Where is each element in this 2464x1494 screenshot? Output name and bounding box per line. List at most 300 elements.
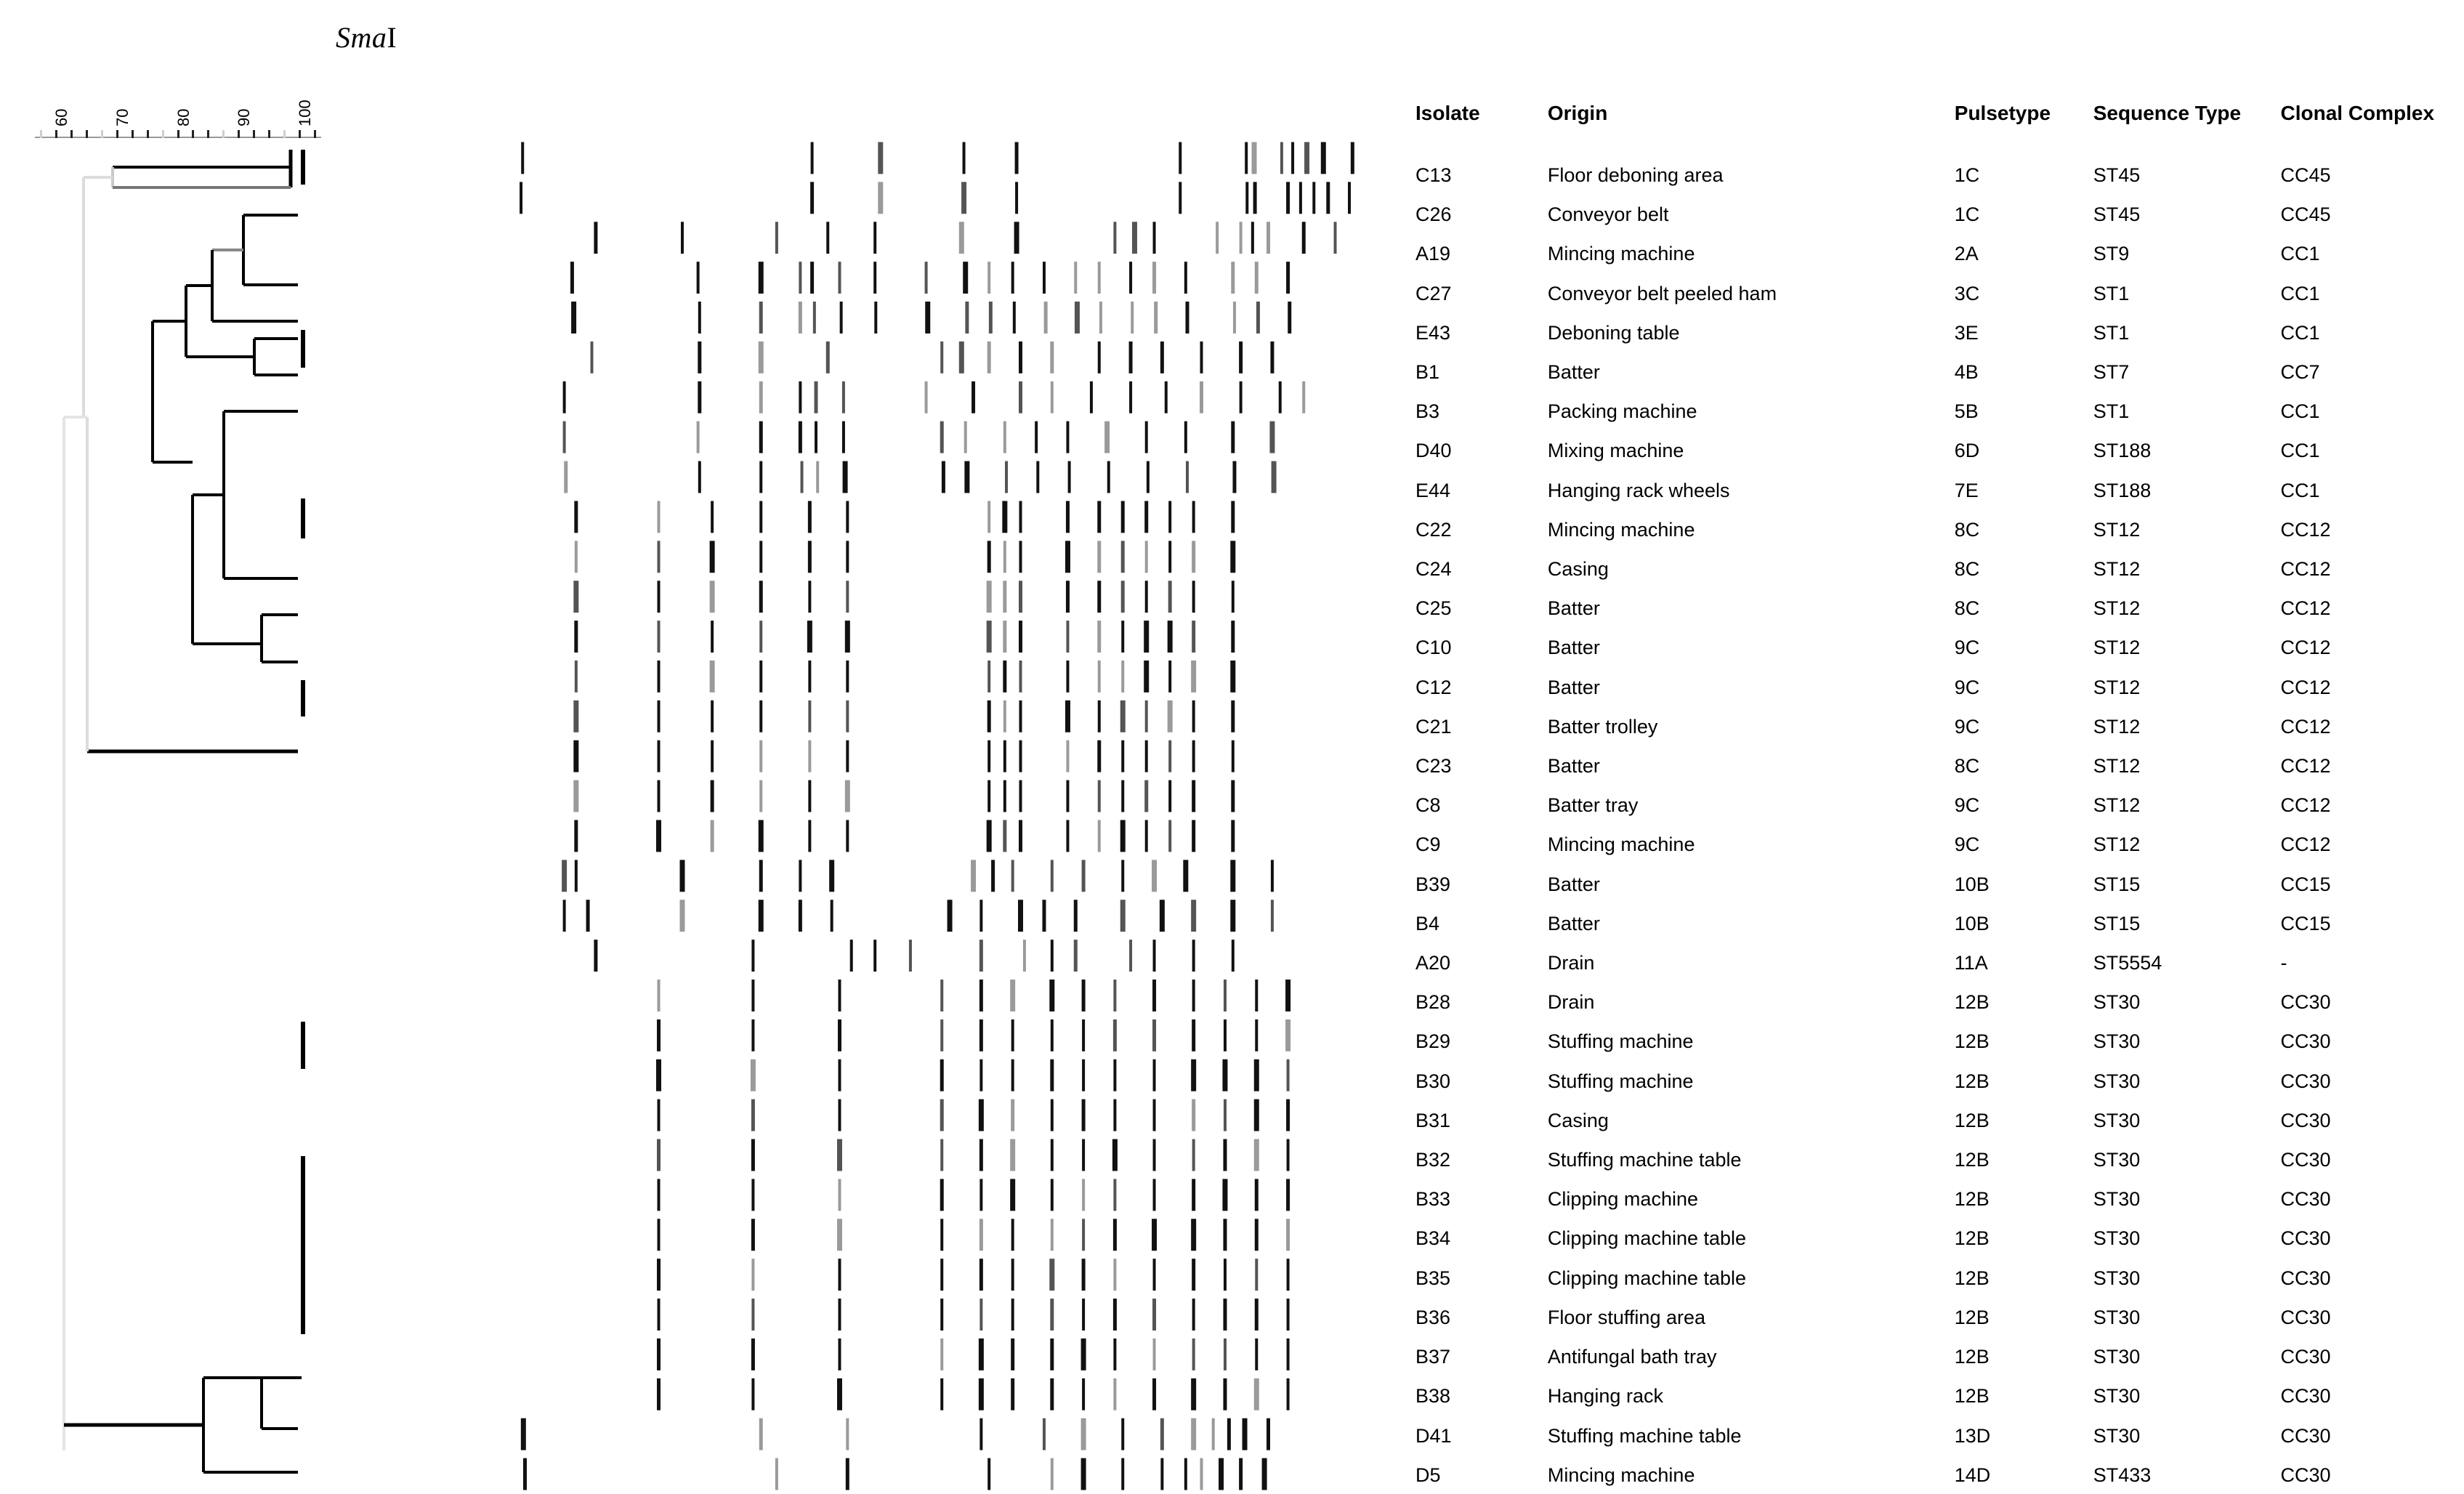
gel-band <box>759 581 763 613</box>
gel-band <box>1285 1019 1290 1051</box>
gel-band <box>1066 501 1070 533</box>
gel-band <box>1321 142 1326 174</box>
gel-band <box>1255 262 1259 294</box>
cell-isolate: C23 <box>1415 755 1452 778</box>
axis-tick <box>147 130 149 138</box>
gel-band <box>846 820 849 852</box>
table-header-row <box>1415 102 2462 156</box>
gel-band <box>829 860 834 892</box>
cell-isolate: C26 <box>1415 203 1452 226</box>
cell-isolate: B33 <box>1415 1188 1451 1211</box>
gel-band <box>564 461 567 493</box>
table-row <box>1415 1298 2462 1337</box>
cell-clonal-complex: CC12 <box>2280 597 2331 620</box>
gel-band <box>1192 501 1195 533</box>
cell-origin: Stuffing machine table <box>1547 1149 1742 1171</box>
cell-clonal-complex: CC30 <box>2280 1109 2331 1131</box>
cell-isolate: C8 <box>1415 794 1441 817</box>
gel-band <box>1255 1259 1258 1291</box>
gel-band <box>562 860 567 892</box>
gel-band <box>759 621 762 653</box>
dendrogram <box>44 142 334 1494</box>
cell-origin: Clipping machine table <box>1547 1267 1747 1289</box>
cell-sequence-type: ST15 <box>2093 912 2141 934</box>
gel-band <box>1153 1179 1156 1211</box>
gel-band <box>842 421 845 453</box>
gel-band <box>1023 940 1026 972</box>
cell-origin: Stuffing machine <box>1547 1070 1694 1092</box>
gel-band <box>1255 1019 1258 1051</box>
axis-tick-label-60: 60 <box>52 108 70 126</box>
gel-band <box>1113 1378 1116 1410</box>
gel-band <box>801 461 804 493</box>
gel-band <box>808 780 811 812</box>
gel-band <box>1287 1378 1290 1410</box>
gel-lane <box>574 501 1235 533</box>
gel-band <box>1168 661 1171 693</box>
gel-band <box>1010 980 1015 1012</box>
gel-band <box>759 421 763 453</box>
gel-band <box>964 461 969 493</box>
cell-pulsetype: 9C <box>1954 637 1980 659</box>
gel-band <box>1200 342 1203 374</box>
cell-origin: Batter trolley <box>1547 715 1658 738</box>
gel-band <box>940 421 944 453</box>
gel-band <box>751 1219 755 1251</box>
gel-band <box>979 1219 983 1251</box>
gel-band <box>846 1458 849 1490</box>
gel-band <box>979 1099 984 1131</box>
gel-band <box>1254 1139 1259 1171</box>
gel-band <box>1191 1418 1196 1450</box>
gel-band <box>1003 581 1006 613</box>
gel-band <box>1160 1418 1164 1450</box>
gel-band <box>573 700 578 732</box>
gel-lane <box>594 940 1234 972</box>
cell-sequence-type: ST1 <box>2093 321 2130 344</box>
gel-lane <box>573 700 1235 732</box>
cell-origin: Mincing machine <box>1547 518 1695 541</box>
cell-sequence-type: ST5554 <box>2093 952 2162 974</box>
gel-band <box>826 342 830 374</box>
axis-tick <box>238 130 240 138</box>
cell-sequence-type: ST12 <box>2093 755 2141 778</box>
gel-band <box>1223 1378 1227 1410</box>
cell-pulsetype: 13D <box>1954 1424 1991 1447</box>
cell-isolate: C13 <box>1415 164 1452 186</box>
gel-band <box>1113 1179 1116 1211</box>
cell-isolate: B3 <box>1415 400 1440 423</box>
gel-band <box>1113 1219 1117 1251</box>
gel-fingerprint-panel <box>494 138 1381 1494</box>
gel-band <box>815 381 818 413</box>
gel-band <box>940 1338 943 1370</box>
gel-band <box>1113 1099 1116 1131</box>
gel-band <box>1192 980 1195 1012</box>
cell-origin: Mincing machine <box>1547 1463 1695 1486</box>
dendrogram-svg <box>44 142 334 1494</box>
gel-band <box>1104 421 1110 453</box>
cell-origin: Batter <box>1547 755 1600 778</box>
cell-pulsetype: 12B <box>1954 991 1990 1014</box>
table-row <box>1415 1219 2462 1258</box>
gel-band <box>961 182 966 214</box>
isolate-metadata-table <box>1415 102 2462 1494</box>
axis-tick <box>283 130 286 138</box>
gel-band <box>710 581 715 613</box>
gel-band <box>759 541 762 573</box>
gel-lane <box>657 1019 1290 1051</box>
gel-band <box>1153 940 1156 972</box>
gel-band <box>1120 820 1126 852</box>
gel-band <box>1066 421 1069 453</box>
gel-band <box>1287 1299 1290 1331</box>
gel-band <box>1168 700 1173 732</box>
axis-tick <box>207 130 209 138</box>
gel-band <box>1240 222 1243 254</box>
gel-band <box>759 501 762 533</box>
gel-band <box>711 501 714 533</box>
gel-band <box>658 501 661 533</box>
gel-band <box>1129 342 1133 374</box>
cell-sequence-type: ST1 <box>2093 400 2130 423</box>
gel-band <box>586 900 590 932</box>
gel-band <box>810 182 814 214</box>
gel-band <box>1245 182 1248 214</box>
cell-isolate: B28 <box>1415 991 1451 1014</box>
gel-lane <box>575 661 1235 693</box>
gel-band <box>1222 1059 1227 1091</box>
gel-band <box>1216 222 1219 254</box>
gel-band <box>1051 1179 1054 1211</box>
gel-band <box>1121 661 1124 693</box>
cell-origin: Drain <box>1547 952 1595 974</box>
gel-band <box>657 1019 661 1051</box>
table-row <box>1415 1337 2462 1376</box>
gel-band <box>658 1219 661 1251</box>
cell-origin: Hanging rack wheels <box>1547 479 1730 501</box>
gel-band <box>574 501 578 533</box>
gel-band <box>1065 541 1070 573</box>
gel-band <box>658 980 661 1012</box>
cell-pulsetype: 12B <box>1954 1385 1990 1408</box>
table-row <box>1415 1179 2462 1219</box>
gel-band <box>521 1418 526 1450</box>
gel-band <box>799 262 801 294</box>
gel-band <box>759 740 762 772</box>
gel-lane <box>658 1099 1290 1131</box>
gel-band <box>1224 1338 1227 1370</box>
gel-lane <box>658 1179 1290 1211</box>
axis-tick <box>162 130 164 138</box>
cell-origin: Hanging rack <box>1547 1385 1663 1408</box>
gel-band <box>1015 182 1018 214</box>
gel-band <box>573 780 578 812</box>
gel-band <box>1144 501 1148 533</box>
cell-isolate: B35 <box>1415 1267 1451 1289</box>
gel-band <box>1003 541 1006 573</box>
cell-origin: Batter <box>1547 676 1600 698</box>
gel-band <box>1183 860 1188 892</box>
gel-band <box>1011 1338 1014 1370</box>
gel-band <box>1252 142 1257 174</box>
gel-band <box>711 740 714 772</box>
gel-band <box>839 1299 841 1331</box>
gel-band <box>1334 222 1337 254</box>
gel-band <box>1224 1259 1227 1291</box>
cell-pulsetype: 12B <box>1954 1149 1990 1171</box>
table-row <box>1415 746 2462 786</box>
gel-band <box>1074 940 1078 972</box>
gel-band <box>799 302 802 334</box>
table-row <box>1415 352 2462 392</box>
gel-band <box>1231 501 1235 533</box>
enzyme-name-italic: Sma <box>336 21 387 54</box>
gel-band <box>1351 142 1354 174</box>
axis-tick <box>314 130 316 138</box>
gel-band <box>1253 182 1257 214</box>
gel-band <box>979 940 983 972</box>
gel-band <box>1154 302 1158 334</box>
cell-origin: Antifungal bath tray <box>1547 1346 1717 1368</box>
gel-band <box>1168 541 1171 573</box>
gel-band <box>1131 302 1134 334</box>
gel-band <box>575 541 578 573</box>
gel-lane <box>657 1378 1290 1410</box>
gel-band <box>1002 501 1007 533</box>
gel-band <box>1082 1019 1085 1051</box>
cell-origin: Batter <box>1547 912 1600 934</box>
gel-band <box>1011 1019 1014 1051</box>
gel-lane <box>523 1458 1267 1490</box>
cell-clonal-complex: CC12 <box>2280 637 2331 659</box>
cell-pulsetype: 8C <box>1954 755 1980 778</box>
gel-band <box>1231 621 1235 653</box>
cell-clonal-complex: CC30 <box>2280 1227 2331 1250</box>
gel-band <box>1120 900 1126 932</box>
cell-pulsetype: 12B <box>1954 1306 1990 1328</box>
gel-lane <box>563 381 1306 413</box>
gel-band <box>711 780 714 812</box>
gel-band <box>658 581 661 613</box>
gel-band <box>1184 1458 1187 1490</box>
gel-band <box>679 900 684 932</box>
cell-isolate: B38 <box>1415 1385 1451 1408</box>
gel-band <box>987 820 992 852</box>
gel-band <box>658 700 661 732</box>
gel-band <box>1068 461 1071 493</box>
header-clonal-complex: Clonal Complex <box>2280 102 2435 124</box>
gel-band <box>1230 661 1235 693</box>
gel-band <box>1097 581 1101 613</box>
cell-origin: Floor stuffing area <box>1547 1306 1705 1328</box>
cell-clonal-complex: CC30 <box>2280 1030 2331 1053</box>
cell-isolate: E43 <box>1415 321 1451 344</box>
gel-band <box>1152 980 1156 1012</box>
gel-band <box>1098 700 1101 732</box>
gel-band <box>940 1299 943 1331</box>
gel-band <box>1152 262 1156 294</box>
gel-band <box>1223 1219 1227 1251</box>
cell-clonal-complex: CC1 <box>2280 400 2320 423</box>
cell-sequence-type: ST30 <box>2093 1188 2141 1211</box>
gel-band <box>972 381 975 413</box>
gel-band <box>1107 461 1110 493</box>
gel-band <box>1145 700 1148 732</box>
gel-band <box>1145 421 1148 453</box>
gel-band <box>1082 1059 1085 1091</box>
gel-band <box>711 820 714 852</box>
gel-band <box>1097 501 1101 533</box>
cell-origin: Floor deboning area <box>1547 164 1724 186</box>
cell-clonal-complex: CC30 <box>2280 1267 2331 1289</box>
gel-band <box>1010 1139 1015 1171</box>
gel-band <box>940 1219 943 1251</box>
gel-band <box>657 1378 661 1410</box>
gel-band <box>1160 900 1165 932</box>
gel-band <box>759 780 762 812</box>
gel-band <box>1152 1019 1156 1051</box>
gel-band <box>1003 621 1006 653</box>
axis-tick <box>70 130 73 138</box>
cell-isolate: A19 <box>1415 243 1451 265</box>
cell-clonal-complex: CC30 <box>2280 1385 2331 1408</box>
axis-tick <box>192 130 194 138</box>
gel-band <box>846 661 849 693</box>
gel-band <box>1152 1378 1156 1410</box>
gel-band <box>1272 461 1277 493</box>
gel-band <box>1152 1219 1157 1251</box>
gel-band <box>1066 780 1069 812</box>
gel-band <box>759 820 764 852</box>
gel-band <box>1003 780 1006 812</box>
gel-band <box>1186 302 1189 334</box>
gel-band <box>964 421 967 453</box>
gel-band <box>1219 1458 1224 1490</box>
gel-band <box>658 661 661 693</box>
table-row <box>1415 274 2462 313</box>
cell-clonal-complex: CC30 <box>2280 1306 2331 1328</box>
gel-band <box>1302 381 1305 413</box>
gel-band <box>989 302 993 334</box>
cell-origin: Stuffing machine table <box>1547 1424 1742 1447</box>
cell-clonal-complex: CC30 <box>2280 1424 2331 1447</box>
gel-band <box>1230 541 1235 573</box>
gel-band <box>563 421 566 453</box>
cell-clonal-complex: CC45 <box>2280 164 2331 186</box>
gel-lane <box>521 142 1354 174</box>
gel-band <box>1192 940 1195 972</box>
gel-band <box>1003 740 1006 772</box>
gel-band <box>839 1259 841 1291</box>
gel-band <box>1192 541 1195 573</box>
gel-band <box>759 342 764 374</box>
cell-sequence-type: ST188 <box>2093 479 2152 501</box>
cell-clonal-complex: CC1 <box>2280 243 2320 265</box>
gel-band <box>1066 820 1069 852</box>
table-row <box>1415 707 2462 746</box>
cell-origin: Batter <box>1547 361 1600 384</box>
table-row <box>1415 1101 2462 1140</box>
cell-sequence-type: ST12 <box>2093 794 2141 817</box>
gel-band <box>1082 1259 1086 1291</box>
gel-band <box>1081 1338 1086 1370</box>
axis-tick-label-80: 80 <box>174 108 193 126</box>
gel-band <box>1153 1099 1156 1131</box>
cell-sequence-type: ST30 <box>2093 1070 2141 1092</box>
gel-band <box>991 860 995 892</box>
gel-lane <box>574 621 1235 653</box>
gel-band <box>1147 461 1150 493</box>
gel-band <box>1019 342 1022 374</box>
gel-band <box>1239 1458 1243 1490</box>
gel-band <box>940 980 943 1012</box>
gel-band <box>1270 342 1274 374</box>
cell-pulsetype: 12B <box>1954 1267 1990 1289</box>
gel-band <box>1013 302 1016 334</box>
cell-isolate: B1 <box>1415 361 1440 384</box>
gel-band <box>948 900 953 932</box>
gel-band <box>1121 740 1124 772</box>
gel-band <box>1011 1219 1014 1251</box>
table-row <box>1415 1376 2462 1416</box>
gel-band <box>940 1099 944 1131</box>
gel-band <box>843 461 848 493</box>
gel-band <box>1112 1139 1118 1171</box>
gel-band <box>1011 1099 1014 1131</box>
gel-band <box>1042 900 1046 932</box>
gel-band <box>1304 142 1309 174</box>
gel-band <box>656 820 661 852</box>
gel-band <box>1286 1179 1290 1211</box>
cell-origin: Clipping machine <box>1547 1188 1698 1211</box>
gel-band <box>979 900 982 932</box>
gel-band <box>563 900 566 932</box>
cell-clonal-complex: CC12 <box>2280 833 2331 856</box>
gel-band <box>1230 900 1235 932</box>
gel-band <box>1098 780 1101 812</box>
gel-band <box>878 182 883 214</box>
gel-band <box>846 740 849 772</box>
cell-clonal-complex: CC12 <box>2280 755 2331 778</box>
gel-band <box>1050 1059 1054 1091</box>
cell-pulsetype: 8C <box>1954 597 1980 620</box>
cell-sequence-type: ST1 <box>2093 282 2130 304</box>
gel-band <box>1098 820 1101 852</box>
gel-band <box>807 621 812 653</box>
gel-band <box>838 1019 841 1051</box>
cell-isolate: D40 <box>1415 440 1452 462</box>
table-row <box>1415 156 2462 195</box>
gel-band <box>1113 222 1116 254</box>
cell-isolate: A20 <box>1415 952 1451 974</box>
gel-band <box>846 700 849 732</box>
gel-band <box>837 1219 842 1251</box>
axis-tick <box>86 130 88 138</box>
cell-isolate: C10 <box>1415 637 1452 659</box>
table-row <box>1415 510 2462 549</box>
cell-isolate: B30 <box>1415 1070 1451 1092</box>
gel-band <box>1097 621 1101 653</box>
gel-band <box>1121 780 1124 812</box>
gel-band <box>751 1299 754 1331</box>
gel-band <box>1098 342 1101 374</box>
cell-clonal-complex: CC45 <box>2280 203 2331 226</box>
cell-isolate: B37 <box>1415 1346 1451 1368</box>
cell-clonal-complex: CC12 <box>2280 715 2331 738</box>
gel-svg <box>494 138 1381 1494</box>
cell-origin: Mincing machine <box>1547 833 1695 856</box>
